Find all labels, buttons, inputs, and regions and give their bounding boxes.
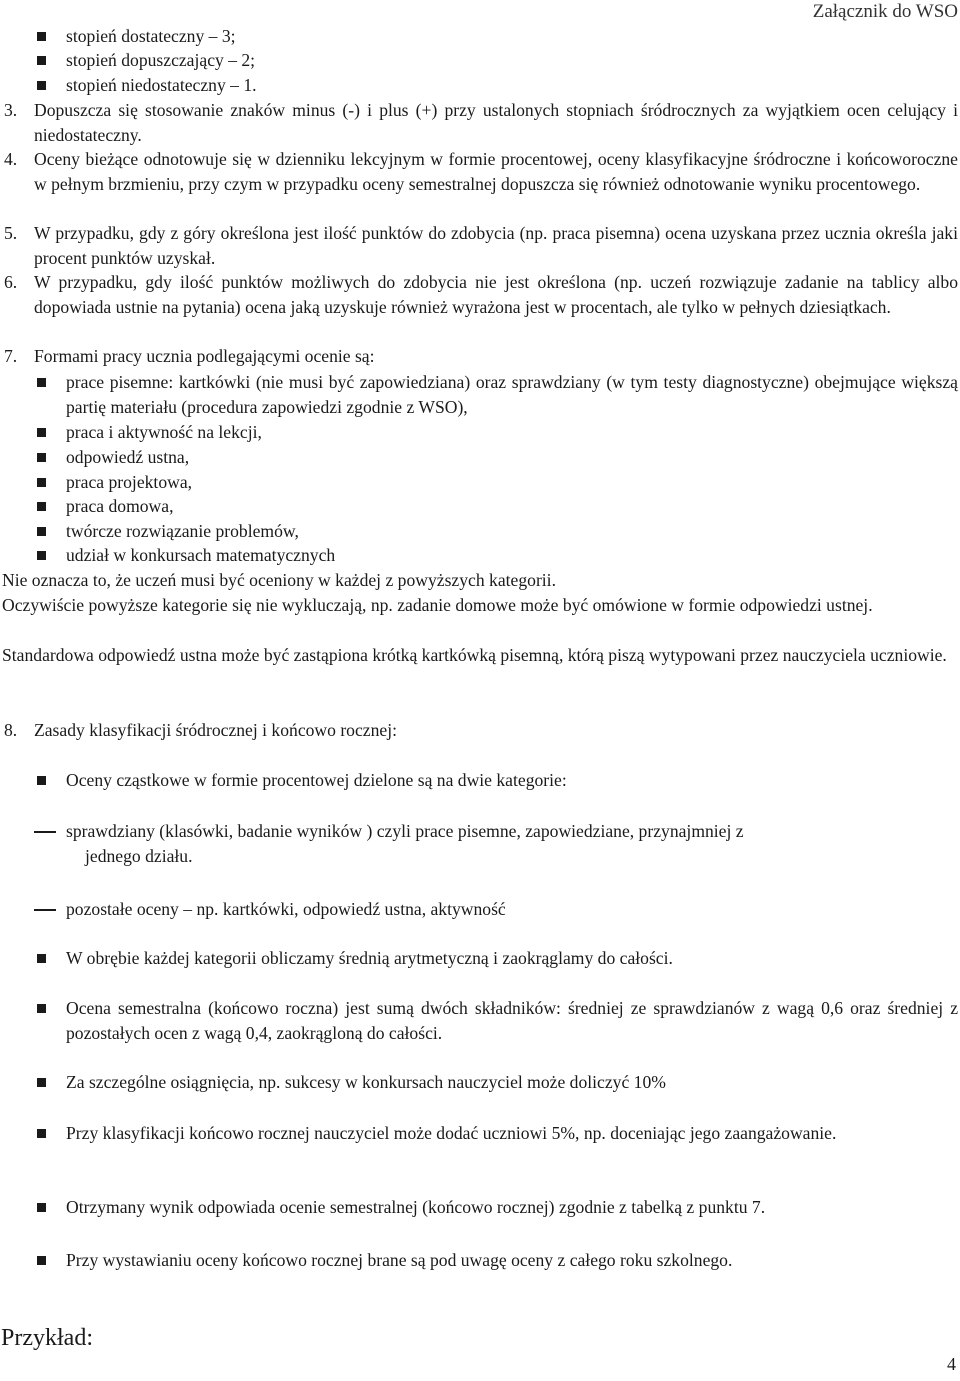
work-form-item: praca domowa, [0, 494, 958, 519]
page-number: 4 [947, 1354, 956, 1374]
numbered-point-8: 8. Zasady klasyfikacji śródrocznej i końcowo rocznej: [4, 720, 397, 740]
square-bullet-icon [37, 1078, 46, 1087]
rule-item: Przy wystawianiu oceny końcowo rocznej brane są pod uwagę oceny z całego roku szkolnego. [0, 1248, 958, 1273]
rule-item: Przy klasyfikacji końcowo rocznej nauczyciel może dodać uczniowi 5%, np. doceniając jego zaangażowanie. [0, 1121, 958, 1146]
work-form-item: odpowiedź ustna, [0, 445, 958, 470]
square-bullet-icon [37, 954, 46, 963]
square-bullet-icon [37, 81, 46, 90]
square-bullet-icon [37, 1004, 46, 1013]
attachment-label: Załącznik do WSO [812, 1, 958, 22]
numbered-point-3: 3. Dopuszcza się stosowanie znaków minus (-) i plus (+) przy ustalonych stopniach śródrocznych za wyjątkiem ocen celujący i niedostateczny. [4, 100, 958, 145]
rule-item: W obrębie każdej kategorii obliczamy średnią arytmetyczną i zaokrąglamy do całości. [0, 946, 958, 971]
square-bullet-icon [37, 453, 46, 462]
square-bullet-icon [37, 1203, 46, 1212]
work-form-item: praca i aktywność na lekcji, [0, 420, 958, 445]
category-item: sprawdziany (klasówki, badanie wyników ) czyli prace pisemne, zapowiedziane, przynajmniej z jednego działu. [0, 819, 958, 868]
rule-item: Oceny cząstkowe w formie procentowej dzielone są na dwie kategorie: [0, 768, 958, 793]
square-bullet-icon [37, 1256, 46, 1265]
rule-item: Za szczególne osiągnięcia, np. sukcesy w konkursach nauczyciel może doliczyć 10% [0, 1070, 958, 1095]
rule-item: Ocena semestralna (końcowo roczna) jest sumą dwóch składników: średniej ze sprawdzianów z wagą 0,6 oraz średniej z pozostałych ocen z wagą 0,4, zaokrągloną do całości. [0, 996, 958, 1045]
numbered-point-5: 5. W przypadku, gdy z góry określona jest ilość punktów do zdobycia (np. praca pisemna) ocena uzyskana przez ucznia określa jaki procent punktów uzyskał. [4, 223, 958, 268]
grade-item: stopień dopuszczający – 2; [0, 48, 958, 73]
dash-bullet-icon [34, 831, 56, 833]
square-bullet-icon [37, 32, 46, 41]
note-paragraph: Oczywiście powyższe kategorie się nie wykluczają, np. zadanie domowe może być omówione w formie odpowiedzi ustnej. [2, 595, 873, 615]
dash-bullet-icon [34, 909, 56, 911]
note-paragraph: Nie oznacza to, że uczeń musi być oceniony w każdej z powyższych kategorii. [2, 570, 556, 590]
note-paragraph: Standardowa odpowiedź ustna może być zastąpiona krótką kartkówką pisemną, którą piszą wytypowani przez nauczyciela uczniowie. [2, 645, 947, 665]
square-bullet-icon [37, 1129, 46, 1138]
square-bullet-icon [37, 428, 46, 437]
work-form-item: praca projektowa, [0, 470, 958, 495]
numbered-point-6: 6. W przypadku, gdy ilość punktów możliwych do zdobycia nie jest określona (np. uczeń rozwiązuje zadanie na tablicy albo dopowiada ustnie na pytania) ocena jaką uzyskuje również wyrażona jest w procentach, ale tylko w pełnych dziesiątkach. [4, 272, 958, 317]
work-form-item: prace pisemne: kartkówki (nie musi być zapowiedziana) oraz sprawdziany (w tym testy diagnostyczne) obejmujące większą partię materiału (procedura zapowiedzi zgodnie z WSO), [0, 370, 958, 419]
square-bullet-icon [37, 378, 46, 387]
category-item: pozostałe oceny – np. kartkówki, odpowiedź ustna, aktywność [0, 897, 958, 922]
numbered-point-7: 7. Formami pracy ucznia podlegającymi ocenie są: [4, 346, 375, 366]
grade-item: stopień dostateczny – 3; [0, 24, 958, 49]
square-bullet-icon [37, 56, 46, 65]
numbered-point-4: 4. Oceny bieżące odnotowuje się w dzienniku lekcyjnym w formie procentowej, oceny klasyfikacyjne śródroczne i końcoworoczne w pełnym brzmieniu, przy czym w przypadku oceny semestralnej dopuszcza się również odnotowanie wyniku procentowego. [4, 149, 958, 194]
square-bullet-icon [37, 551, 46, 560]
work-form-item: udział w konkursach matematycznych [0, 543, 958, 568]
square-bullet-icon [37, 776, 46, 785]
rule-item: Otrzymany wynik odpowiada ocenie semestralnej (końcowo rocznej) zgodnie z tabelką z punktu 7. [0, 1195, 958, 1220]
square-bullet-icon [37, 502, 46, 511]
square-bullet-icon [37, 478, 46, 487]
grade-item: stopień niedostateczny – 1. [0, 73, 958, 98]
square-bullet-icon [37, 527, 46, 536]
example-heading: Przykład: [1, 1325, 93, 1351]
work-form-item: twórcze rozwiązanie problemów, [0, 519, 958, 544]
